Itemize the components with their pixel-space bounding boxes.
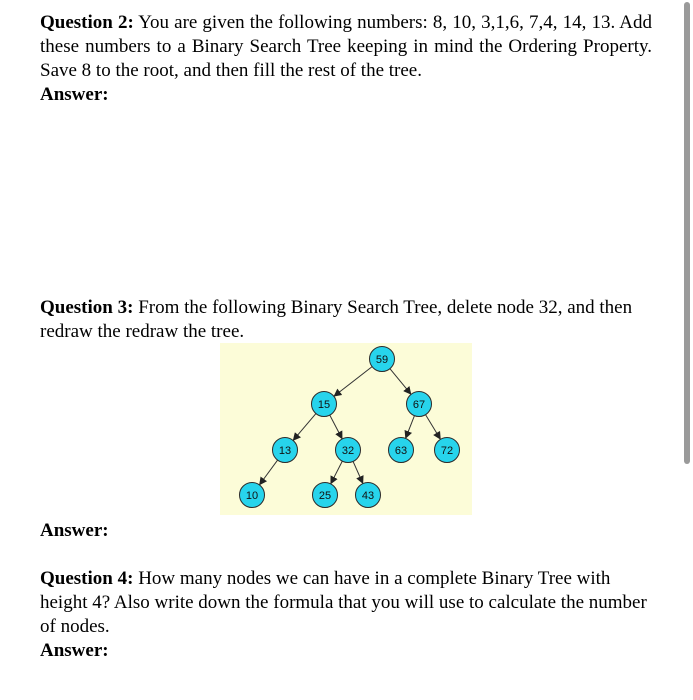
vertical-scrollbar[interactable]	[684, 2, 690, 464]
question-4-text: How many nodes we can have in a complete Binary Tree with height 4? Also write down the formula that you will use to calculate the number of nodes.	[40, 568, 647, 637]
tree-node-label: 72	[440, 445, 454, 457]
tree-node-label: 15	[317, 399, 331, 411]
tree-node-label: 59	[375, 354, 389, 366]
question-2	[40, 11, 652, 107]
tree-node-63	[389, 438, 414, 463]
tree-node-15	[312, 392, 337, 417]
tree-edge-59-15	[334, 367, 372, 396]
tree-edge-67-72	[425, 415, 440, 439]
tree-node-10	[240, 483, 265, 508]
tree-node-label: 67	[412, 399, 426, 411]
tree-edge-15-32	[330, 415, 342, 438]
tree-node-67	[407, 392, 432, 417]
question-3-answer	[40, 519, 652, 543]
question-2-label: Question 2:	[40, 12, 134, 33]
tree-node-label: 32	[341, 445, 355, 457]
binary-search-tree-figure	[220, 343, 472, 515]
tree-node-label: 63	[394, 445, 408, 457]
question-4	[40, 567, 652, 663]
tree-node-label: 13	[278, 445, 292, 457]
tree-node-43	[356, 483, 381, 508]
bst-diagram	[220, 343, 472, 515]
question-3-text: From the following Binary Search Tree, delete node 32, and then redraw the redraw the tree.	[40, 297, 633, 342]
tree-node-label: 25	[318, 490, 332, 502]
question-3-label: Question 3:	[40, 297, 134, 318]
question-4-label: Question 4:	[40, 568, 134, 589]
tree-edge-15-13	[293, 414, 316, 441]
question-2-answer-label: Answer:	[40, 84, 109, 105]
tree-node-13	[273, 438, 298, 463]
tree-edge-32-43	[353, 461, 363, 483]
tree-node-label: 10	[245, 490, 259, 502]
tree-node-59	[370, 347, 395, 372]
tree-node-25	[313, 483, 338, 508]
tree-edge-67-63	[406, 416, 415, 438]
tree-node-label: 43	[361, 490, 375, 502]
tree-node-72	[435, 438, 460, 463]
tree-edge-32-25	[331, 461, 342, 483]
question-2-text: You are given the following numbers: 8, 10, 3,1,6, 7,4, 14, 13. Add these numbers to a Binary Search Tree keeping in mind the Ordering Property. Save 8 to the root, and then fill the rest of the tree.	[40, 12, 652, 81]
tree-node-32	[336, 438, 361, 463]
question-4-answer-label: Answer:	[40, 640, 109, 661]
question-3	[40, 296, 652, 344]
question-3-answer-label: Answer:	[40, 520, 109, 541]
tree-edge-59-67	[390, 369, 411, 394]
tree-edge-13-10	[260, 460, 278, 484]
